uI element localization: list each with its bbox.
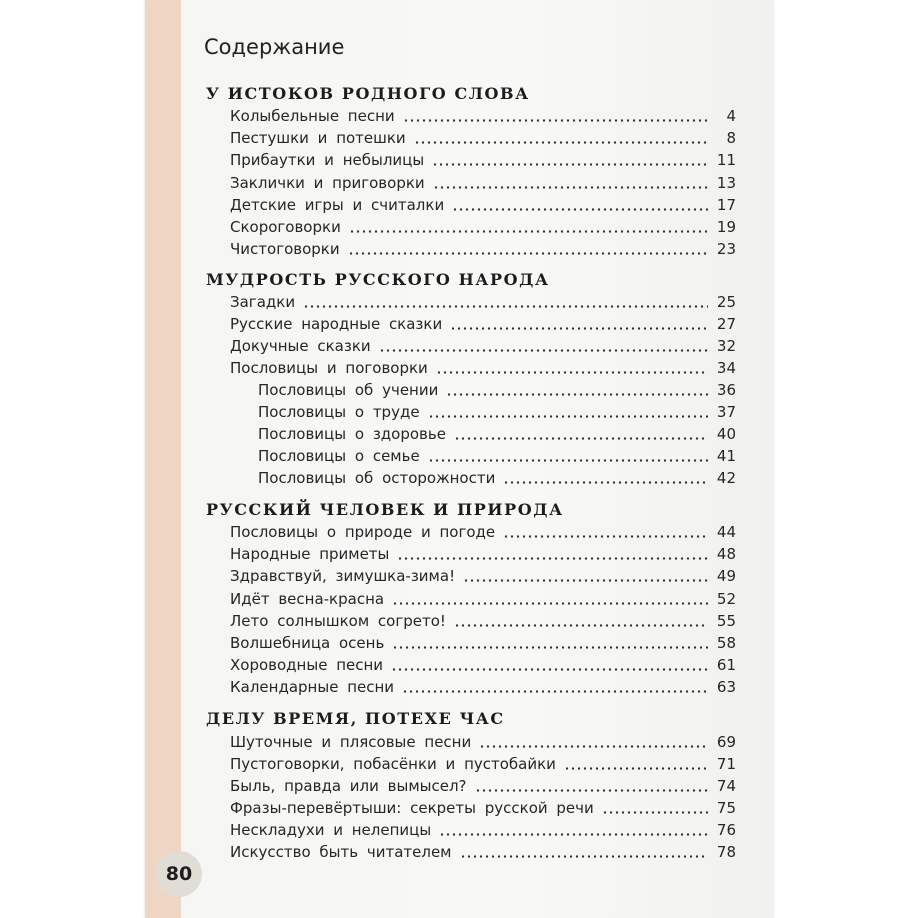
entry-title: Пословицы о семье [258,447,420,465]
entry-title: Фразы-перевёртыши: секреты русской речи [230,799,594,817]
entry-page-number: 37 [716,403,736,421]
dot-leader [439,833,708,836]
entry-page-number: 17 [716,196,736,214]
dot-leader [392,646,708,649]
entry-page-number: 44 [716,523,736,541]
dot-leader [391,668,708,671]
dot-leader [348,252,708,255]
dot-leader [454,437,708,440]
entry-page-number: 13 [716,174,736,192]
dot-leader [403,119,708,122]
entry-title: Докучные сказки [230,337,371,355]
entry-page-number: 19 [716,218,736,236]
entry-title: Пословицы об учении [258,381,439,399]
entry-title: Идёт весна-красна [230,590,385,608]
entry-page-number: 41 [716,447,736,465]
entry-title: Загадки [230,293,296,311]
entry-page-number: 76 [716,821,736,839]
dot-leader [379,349,708,352]
entry-page-number: 61 [716,656,736,674]
toc-entry[interactable] [230,129,736,149]
toc-entry[interactable] [230,755,736,775]
entry-title: Пословицы и поговорки [230,359,428,377]
entry-page-number: 40 [716,425,736,443]
toc-entry[interactable] [230,777,736,797]
toc-entry[interactable] [230,634,736,654]
entry-title: Календарные песни [230,678,395,696]
dot-leader [446,393,708,396]
toc-entry[interactable] [230,733,736,753]
entry-title: Скороговорки [230,218,341,236]
entry-page-number: 11 [716,151,736,169]
section-heading: ДЕЛУ ВРЕМЯ, ПОТЕХЕ ЧАС [206,709,505,728]
entry-title: Пословицы о здоровье [258,425,446,443]
toc-entry[interactable] [230,843,736,863]
dot-leader [436,371,708,374]
dot-leader [397,557,708,560]
entry-title: Быль, правда или вымысел? [230,777,467,795]
entry-title: Хороводные песни [230,656,384,674]
entry-title: Пословицы о природе и погоде [230,523,496,541]
toc-entry[interactable] [230,590,736,610]
toc-entry[interactable] [230,799,736,819]
entry-title: Пестушки и потешки [230,129,406,147]
entry-page-number: 34 [716,359,736,377]
entry-page-number: 4 [726,107,736,125]
dot-leader [349,230,708,233]
toc-entry[interactable] [230,151,736,171]
dot-leader [503,535,708,538]
dot-leader [602,811,708,814]
toc-subentry[interactable] [258,469,736,489]
toc-entry[interactable] [230,218,736,238]
toc-entry[interactable] [230,821,736,841]
toc-entry[interactable] [230,567,736,587]
dot-leader [303,305,708,308]
entry-page-number: 74 [716,777,736,795]
dot-leader [460,855,708,858]
entry-title: Русские народные сказки [230,315,443,333]
toc-entry[interactable] [230,315,736,335]
page-number-badge: 80 [156,851,202,897]
dot-leader [433,186,708,189]
entry-page-number: 49 [716,567,736,585]
dot-leader [402,690,708,693]
toc-title: Содержание [204,35,345,59]
entry-page-number: 36 [716,381,736,399]
entry-page-number: 58 [716,634,736,652]
entry-page-number: 69 [716,733,736,751]
toc-entry[interactable] [230,174,736,194]
entry-page-number: 52 [716,590,736,608]
toc-subentry[interactable] [258,381,736,401]
section-heading: РУССКИЙ ЧЕЛОВЕК И ПРИРОДА [206,500,564,519]
entry-page-number: 63 [716,678,736,696]
dot-leader [564,767,708,770]
entry-title: Пустоговорки, побасёнки и пустобайки [230,755,556,773]
entry-title: Шуточные и плясовые песни [230,733,472,751]
dot-leader [475,789,708,792]
entry-page-number: 78 [716,843,736,861]
entry-title: Нескладухи и нелепицы [230,821,432,839]
toc-entry[interactable] [230,612,736,632]
dot-leader [450,327,708,330]
toc-subentry[interactable] [258,447,736,467]
entry-title: Заклички и приговорки [230,174,425,192]
toc-subentry[interactable] [258,425,736,445]
entry-page-number: 71 [716,755,736,773]
entry-page-number: 55 [716,612,736,630]
entry-title: Искусство быть читателем [230,843,452,861]
dot-leader [463,579,708,582]
entry-title: Пословицы о труде [258,403,420,421]
entry-page-number: 75 [716,799,736,817]
entry-title: Колыбельные песни [230,107,395,125]
toc-entry[interactable] [230,337,736,357]
entry-title: Лето солнышком согрето! [230,612,446,630]
toc-entry[interactable] [230,293,736,313]
entry-page-number: 8 [726,129,736,147]
dot-leader [428,415,708,418]
dot-leader [452,208,708,211]
entry-title: Прибаутки и небылицы [230,151,425,169]
section-heading: МУДРОСТЬ РУССКОГО НАРОДА [206,270,550,289]
entry-title: Волшебница осень [230,634,385,652]
toc-entry[interactable] [230,107,736,127]
entry-title: Детские игры и считалки [230,196,445,214]
dot-leader [392,602,708,605]
entry-page-number: 42 [716,469,736,487]
entry-title: Народные приметы [230,545,390,563]
section-heading: У ИСТОКОВ РОДНОГО СЛОВА [206,84,530,103]
toc-entry[interactable] [230,545,736,565]
page-margin-strip [145,0,181,918]
entry-title: Пословицы об осторожности [258,469,496,487]
toc-entry[interactable] [230,523,736,543]
dot-leader [454,624,708,627]
entry-page-number: 32 [716,337,736,355]
entry-page-number: 23 [716,240,736,258]
entry-page-number: 27 [716,315,736,333]
entry-page-number: 48 [716,545,736,563]
toc-entry[interactable] [230,196,736,216]
toc-subentry[interactable] [258,403,736,423]
toc-entry[interactable] [230,240,736,260]
entry-title: Здравствуй, зимушка-зима! [230,567,456,585]
entry-title: Чистоговорки [230,240,340,258]
dot-leader [428,459,708,462]
dot-leader [503,481,708,484]
toc-entry[interactable] [230,359,736,379]
dot-leader [479,745,708,748]
dot-leader [414,141,708,144]
dot-leader [432,163,708,166]
toc-entry[interactable] [230,656,736,676]
entry-page-number: 25 [716,293,736,311]
toc-entry[interactable] [230,678,736,698]
